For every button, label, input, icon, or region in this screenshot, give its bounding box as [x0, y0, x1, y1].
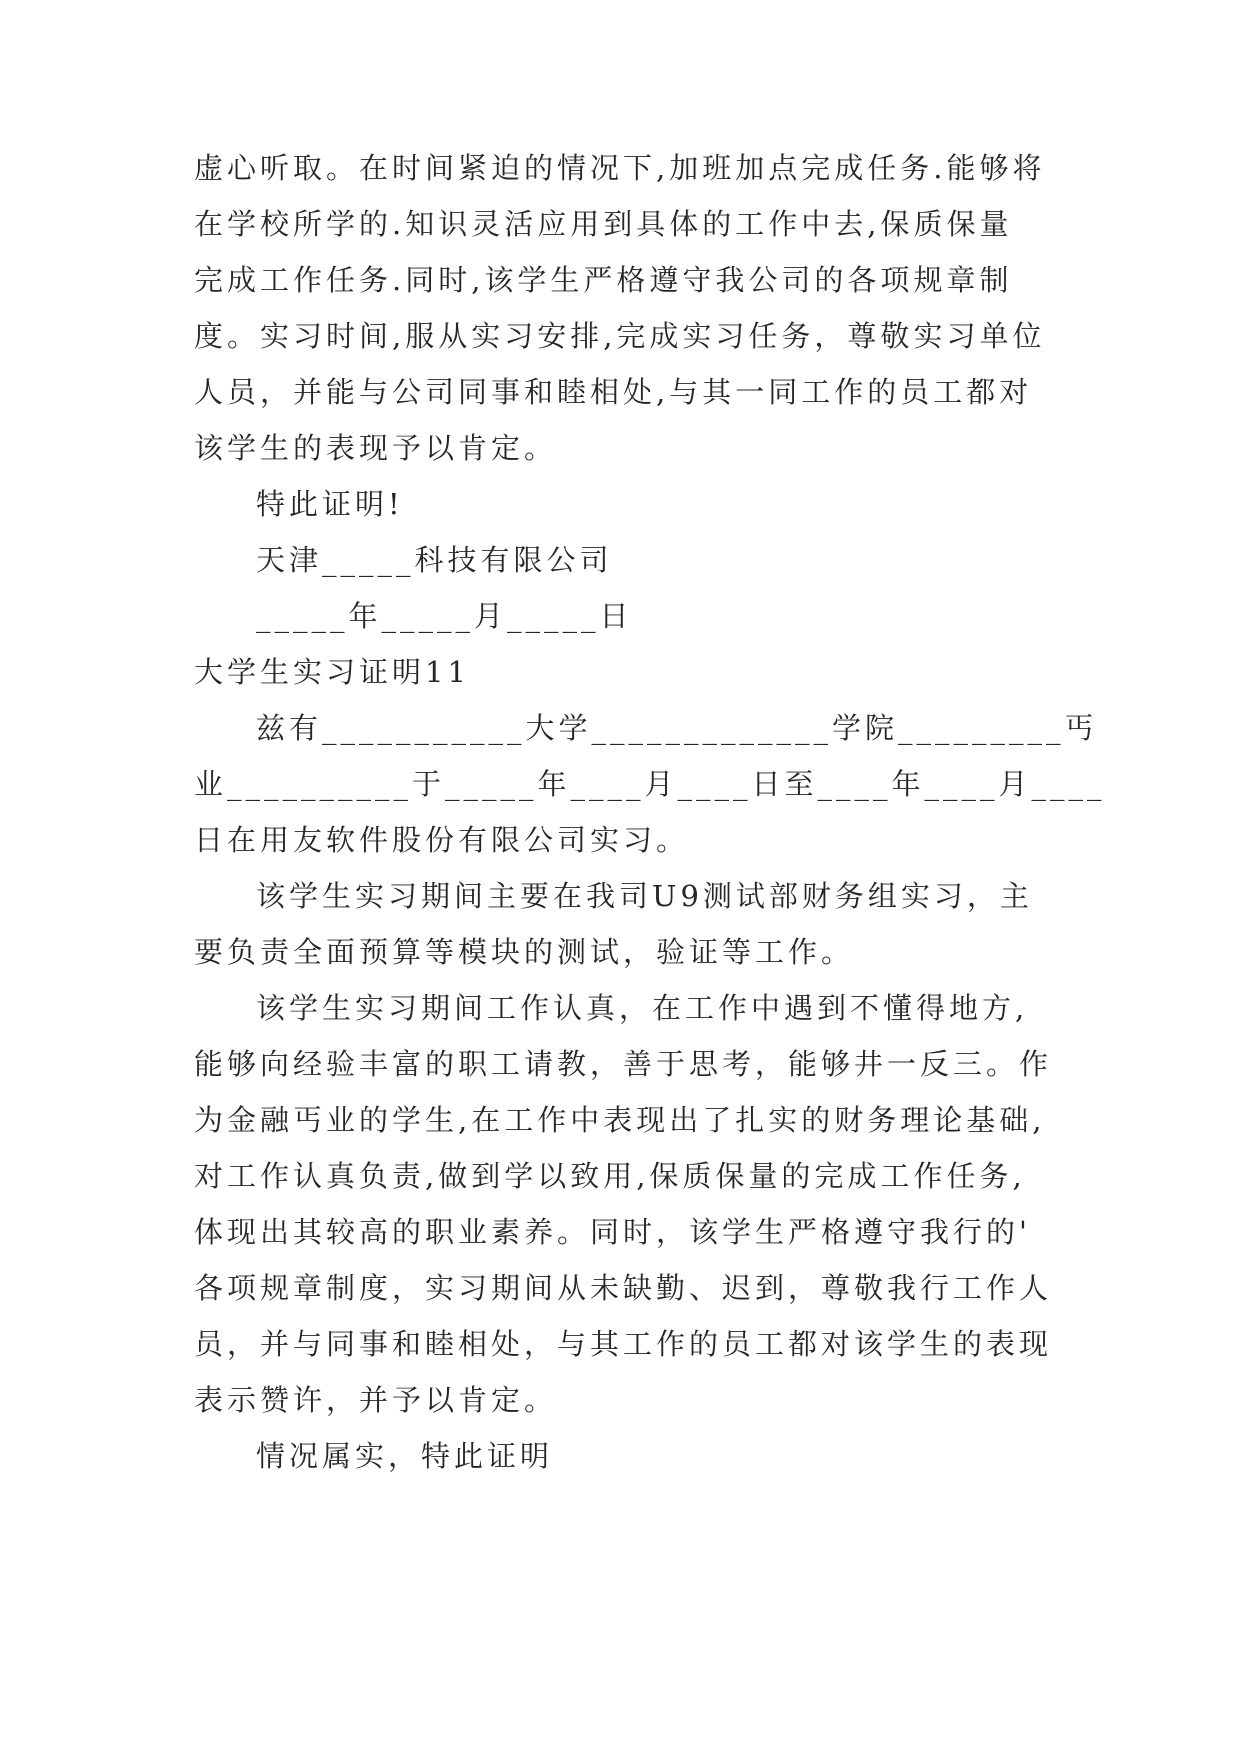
paragraph-1-line-5: 人员，并能与公司同事和睦相处,与其一同工作的员工都对: [194, 375, 1033, 409]
paragraph-2-line-1: 兹有___________大学_____________学院_________丐: [256, 711, 1098, 745]
paragraph-1-line-4: 度。实习时间,服从实习安排,完成实习任务，尊敬实习单位: [194, 319, 1046, 353]
paragraph-4-line-5: 体现出其较高的职业素养。同时，该学生严格遵守我行的': [194, 1215, 1031, 1249]
paragraph-1-line-6: 该学生的表现予以肯定。: [194, 431, 558, 465]
paragraph-3-line-1: 该学生实习期间主要在我司U9测试部财务组实习，主: [256, 879, 1033, 913]
paragraph-2-line-3: 日在用友软件股份有限公司实习。: [194, 823, 690, 857]
closing-confirmation: 情况属实，特此证明: [256, 1439, 554, 1473]
paragraph-4-line-7: 员，并与同事和睦相处，与其工作的员工都对该学生的表现: [194, 1327, 1053, 1361]
paragraph-4-line-3: 为金融丐业的学生,在工作中表现出了扎实的财务理论基础,: [194, 1103, 1046, 1137]
paragraph-4-line-6: 各项规章制度，实习期间从未缺勤、迟到，尊敬我行工作人: [194, 1271, 1053, 1305]
paragraph-1-line-3: 完成工作任务.同时,该学生严格遵守我公司的各项规章制: [194, 263, 1013, 297]
closing-statement: 特此证明!: [256, 487, 404, 521]
paragraph-1-line-2: 在学校所学的.知识灵活应用到具体的工作中去,保质保量: [194, 207, 1013, 241]
paragraph-4-line-8: 表示赞许，并予以肯定。: [194, 1383, 558, 1417]
section-title: 大学生实习证明11: [194, 655, 470, 689]
paragraph-3-line-2: 要负责全面预算等模块的测试，验证等工作。: [194, 935, 855, 969]
paragraph-2-line-2: 业__________于_____年____月____日至____年____月____: [194, 767, 1106, 801]
paragraph-4-line-4: 对工作认真负责,做到学以致用,保质保量的完成工作任务,: [194, 1159, 1026, 1193]
company-signature: 天津_____科技有限公司: [256, 543, 613, 577]
paragraph-1-line-1: 虚心听取。在时间紧迫的情况下,加班加点完成任务.能够将: [194, 151, 1046, 185]
date-blank: _____年_____月_____日: [256, 599, 633, 633]
paragraph-4-line-2: 能够向经验丰富的职工请教，善于思考，能够井一反三。作: [194, 1047, 1053, 1081]
paragraph-4-line-1: 该学生实习期间工作认真，在工作中遇到不懂得地方,: [256, 991, 1029, 1025]
